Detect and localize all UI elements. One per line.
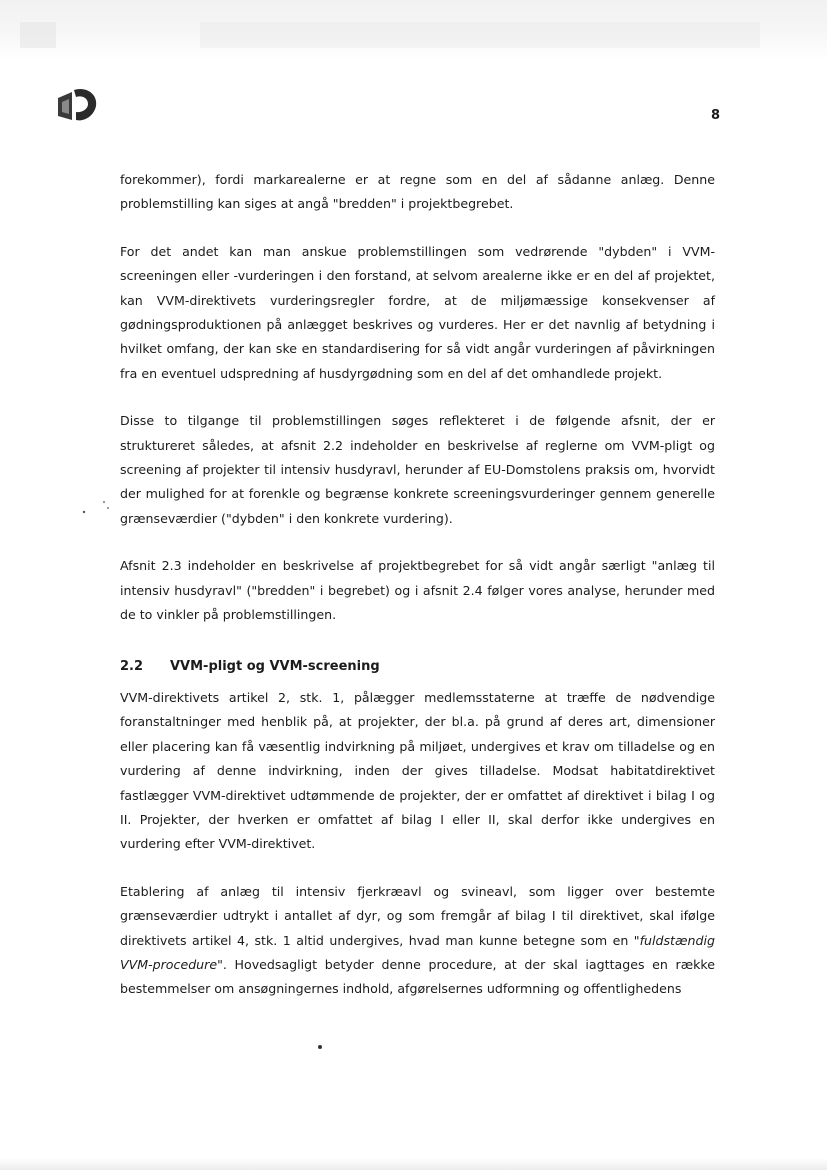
section-heading [120,655,715,679]
emphasized-term: "fuldstændig VVM-procedure" [120,932,715,972]
company-logo-icon [54,84,102,126]
section-title: VVM-pligt og VVM-screening [170,658,380,674]
paragraph-text: . Hovedsagligt betyder denne procedure, at der skal iagttages en række bestemmelser om ansøgningernes indhold, afgørelsernes udformning og offentlighedens [120,956,715,997]
scan-artifact [20,22,56,48]
scan-footer-shadow [0,1158,827,1170]
paragraph [120,880,715,1002]
paragraph: VVM-direktivets artikel 2, stk. 1, pålægger medlemsstaterne at træffe de nødvendige foranstaltninger med henblik på, at projekter, der bl.a. på grund af deres art, dimensioner eller placering kan få væsentlig indvirkning på miljøet, undergives et krav om tilladelse og en vurdering af denne indvirkning, inden der gives tilladelse. Modsat habitatdirektivet fastlægger VVM-direktivet udtømmende de projekter, der er omfattet af direktivet i bilag I og II. Projekter, der hverken er omfattet af bilag I eller II, skal derfor ikke undergives en vurdering efter VVM-direktivet. [120,689,715,852]
scan-artifact [200,22,760,48]
paragraph-text: Etablering af anlæg til intensiv fjerkræavl og svineavl, som ligger over bestemte grænseværdier udtrykt i antallet af dyr, og som fremgår af bilag I til direktivet, skal ifølge direktivets artikel 4, stk. 1 altid undergives, hvad man kunne betegne som en [120,883,715,948]
document-body [120,168,715,1025]
paragraph: Disse to tilgange til problemstillingen søges reflekteret i de følgende afsnit, der er struktureret således, at afsnit 2.2 indeholder en beskrivelse af reglerne om VVM-pligt og screening af projekter til intensiv husdyravl, herunder af EU-Domstolens praksis om, hvorvidt der mulighed for at forenkle og begrænse konkrete screeningsvurderinger gennem generelle grænseværdier ("dybden" i den konkrete vurdering). [120,413,715,526]
page-number: 8 [710,108,720,123]
paragraph: forekommer), fordi markarealerne er at regne som en del af sådanne anlæg. Denne problemstilling kan siges at angå "bredden" i projektbegrebet. [120,172,715,212]
paragraph: For det andet kan man anskue problemstillingen som vedrørende "dybden" i VVM-screeningen eller -vurderingen i den forstand, at selvom arealerne ikke er en del af projektet, kan VVM-direktivets vurderingsregler fordre, at de miljømæssige konsekvenser af gødningsproduktionen på anlægget beskrives og vurderes. Her er det navnlig af betydning i hvilket omfang, der kan ske en standardisering for så vidt angår vurderingen af påvirkningen fra en eventuel udspredning af husdyrgødning som en del af det omhandlede projekt. [120,243,715,381]
paragraph: Afsnit 2.3 indeholder en beskrivelse af projektbegrebet for så vidt angår særligt "anlæg til intensiv husdyravl" ("bredden" i begrebet) og i afsnit 2.4 følger vores analyse, herunder med de to vinkler på problemstillingen. [120,558,715,623]
scan-speck [318,1045,322,1049]
section-number: 2.2 [120,658,144,674]
margin-scribble [80,496,114,520]
